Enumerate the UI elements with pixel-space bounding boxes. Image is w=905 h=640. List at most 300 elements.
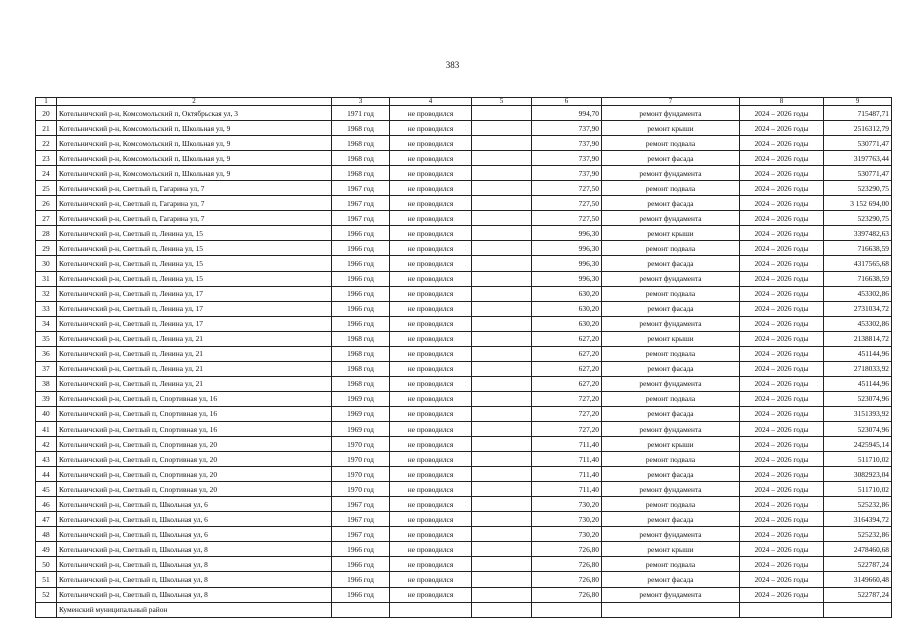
cell-build-year: 1966 год bbox=[332, 286, 390, 301]
cell-address: Котельничский р-н, Комсомольский п, Школьная ул, 9 bbox=[57, 136, 332, 151]
cell-build-year: 1969 год bbox=[332, 406, 390, 421]
cell-address: Котельничский р-н, Светлый п, Школьная ул, 8 bbox=[57, 557, 332, 572]
table-row bbox=[36, 557, 892, 572]
cell-last-repair: не проводился bbox=[390, 346, 472, 361]
cell-last-repair: не проводился bbox=[390, 301, 472, 316]
cell-row-number: 48 bbox=[36, 527, 57, 542]
cell-row-number: 35 bbox=[36, 331, 57, 346]
cell-work-type: ремонт подвала bbox=[602, 557, 740, 572]
cell-work-type: ремонт фундамента bbox=[602, 587, 740, 602]
cell-period: 2024 – 2026 годы bbox=[740, 497, 824, 512]
cell-row-number: 45 bbox=[36, 482, 57, 497]
cell-period: 2024 – 2026 годы bbox=[740, 572, 824, 587]
section-empty-cell bbox=[602, 602, 740, 617]
cell-row-number: 46 bbox=[36, 497, 57, 512]
table-row bbox=[36, 587, 892, 602]
cell-build-year: 1970 год bbox=[332, 437, 390, 452]
cell-build-year: 1967 год bbox=[332, 512, 390, 527]
cell-period: 2024 – 2026 годы bbox=[740, 512, 824, 527]
cell-build-year: 1967 год bbox=[332, 527, 390, 542]
cell-work-type: ремонт подвала bbox=[602, 241, 740, 256]
cell-period: 2024 – 2026 годы bbox=[740, 316, 824, 331]
cell-cost: 3197763,44 bbox=[824, 151, 892, 166]
cell-cost: 2731034,72 bbox=[824, 301, 892, 316]
table-row bbox=[36, 482, 892, 497]
cell-period: 2024 – 2026 годы bbox=[740, 467, 824, 482]
cell-build-year: 1968 год bbox=[332, 361, 390, 376]
table-row bbox=[36, 391, 892, 406]
cell-last-repair: не проводился bbox=[390, 572, 472, 587]
table-row bbox=[36, 331, 892, 346]
table-row bbox=[36, 211, 892, 226]
cell-row-number: 42 bbox=[36, 437, 57, 452]
cell-address: Котельничский р-н, Светлый п, Ленина ул, 17 bbox=[57, 301, 332, 316]
cell-work-type: ремонт фундамента bbox=[602, 211, 740, 226]
cell-col-5 bbox=[472, 572, 532, 587]
cell-area: 627,20 bbox=[532, 331, 602, 346]
cell-row-number: 26 bbox=[36, 196, 57, 211]
section-title: Куменский муниципальный район bbox=[57, 602, 332, 617]
section-row bbox=[36, 602, 892, 617]
cell-address: Котельничский р-н, Светлый п, Ленина ул, 15 bbox=[57, 271, 332, 286]
cell-build-year: 1969 год bbox=[332, 421, 390, 436]
cell-cost: 525232,86 bbox=[824, 527, 892, 542]
cell-cost: 3164394,72 bbox=[824, 512, 892, 527]
cell-last-repair: не проводился bbox=[390, 406, 472, 421]
cell-col-5 bbox=[472, 391, 532, 406]
cell-last-repair: не проводился bbox=[390, 512, 472, 527]
cell-row-number: 28 bbox=[36, 226, 57, 241]
cell-address: Котельничский р-н, Светлый п, Школьная ул, 8 bbox=[57, 587, 332, 602]
header-cell-1: 1 bbox=[36, 98, 57, 106]
cell-address: Котельничский р-н, Светлый п, Спортивная ул, 20 bbox=[57, 437, 332, 452]
cell-last-repair: не проводился bbox=[390, 376, 472, 391]
cell-work-type: ремонт подвала bbox=[602, 391, 740, 406]
cell-area: 996,30 bbox=[532, 226, 602, 241]
cell-area: 727,20 bbox=[532, 406, 602, 421]
cell-work-type: ремонт фасада bbox=[602, 196, 740, 211]
cell-address: Котельничский р-н, Светлый п, Ленина ул, 17 bbox=[57, 286, 332, 301]
cell-last-repair: не проводился bbox=[390, 106, 472, 121]
cell-address: Котельничский р-н, Комсомольский п, Школьная ул, 9 bbox=[57, 166, 332, 181]
cell-area: 630,20 bbox=[532, 316, 602, 331]
cell-cost: 522787,24 bbox=[824, 557, 892, 572]
header-row bbox=[36, 98, 892, 106]
cell-cost: 523074,96 bbox=[824, 421, 892, 436]
header-cell-5: 5 bbox=[472, 98, 532, 106]
cell-build-year: 1966 год bbox=[332, 226, 390, 241]
cell-row-number: 20 bbox=[36, 106, 57, 121]
cell-period: 2024 – 2026 годы bbox=[740, 106, 824, 121]
cell-cost: 2138814,72 bbox=[824, 331, 892, 346]
cell-last-repair: не проводился bbox=[390, 121, 472, 136]
cell-work-type: ремонт подвала bbox=[602, 346, 740, 361]
cell-area: 996,30 bbox=[532, 271, 602, 286]
section-empty-cell bbox=[390, 602, 472, 617]
cell-build-year: 1966 год bbox=[332, 241, 390, 256]
table-row bbox=[36, 572, 892, 587]
cell-last-repair: не проводился bbox=[390, 421, 472, 436]
cell-period: 2024 – 2026 годы bbox=[740, 361, 824, 376]
cell-area: 737,90 bbox=[532, 136, 602, 151]
cell-row-number: 21 bbox=[36, 121, 57, 136]
page-number: 383 bbox=[445, 60, 460, 70]
cell-cost: 453302,86 bbox=[824, 316, 892, 331]
cell-address: Котельничский р-н, Светлый п, Ленина ул, 17 bbox=[57, 316, 332, 331]
cell-period: 2024 – 2026 годы bbox=[740, 346, 824, 361]
table-row bbox=[36, 406, 892, 421]
table-row bbox=[36, 421, 892, 436]
table-row bbox=[36, 181, 892, 196]
cell-period: 2024 – 2026 годы bbox=[740, 452, 824, 467]
header-cell-9: 9 bbox=[824, 98, 892, 106]
cell-work-type: ремонт фасада bbox=[602, 572, 740, 587]
cell-row-number: 31 bbox=[36, 271, 57, 286]
cell-work-type: ремонт крыши bbox=[602, 226, 740, 241]
table-row bbox=[36, 106, 892, 121]
cell-area: 727,50 bbox=[532, 196, 602, 211]
cell-work-type: ремонт подвала bbox=[602, 286, 740, 301]
cell-address: Котельничский р-н, Светлый п, Школьная ул, 6 bbox=[57, 512, 332, 527]
header-cell-3: 3 bbox=[332, 98, 390, 106]
cell-work-type: ремонт фундамента bbox=[602, 482, 740, 497]
cell-period: 2024 – 2026 годы bbox=[740, 286, 824, 301]
cell-cost: 511710,02 bbox=[824, 482, 892, 497]
cell-work-type: ремонт крыши bbox=[602, 331, 740, 346]
cell-row-number: 41 bbox=[36, 421, 57, 436]
cell-build-year: 1967 год bbox=[332, 196, 390, 211]
cell-period: 2024 – 2026 годы bbox=[740, 256, 824, 271]
cell-cost: 530771,47 bbox=[824, 166, 892, 181]
cell-period: 2024 – 2026 годы bbox=[740, 301, 824, 316]
cell-col-5 bbox=[472, 106, 532, 121]
cell-area: 627,20 bbox=[532, 376, 602, 391]
cell-col-5 bbox=[472, 361, 532, 376]
table-row bbox=[36, 256, 892, 271]
cell-last-repair: не проводился bbox=[390, 587, 472, 602]
cell-area: 996,30 bbox=[532, 256, 602, 271]
cell-area: 737,90 bbox=[532, 166, 602, 181]
cell-cost: 2516312,79 bbox=[824, 121, 892, 136]
cell-row-number: 23 bbox=[36, 151, 57, 166]
cell-row-number: 52 bbox=[36, 587, 57, 602]
cell-row-number: 29 bbox=[36, 241, 57, 256]
cell-build-year: 1968 год bbox=[332, 376, 390, 391]
cell-work-type: ремонт фундамента bbox=[602, 421, 740, 436]
cell-row-number: 33 bbox=[36, 301, 57, 316]
cell-address: Котельничский р-н, Светлый п, Спортивная ул, 16 bbox=[57, 421, 332, 436]
cell-work-type: ремонт фасада bbox=[602, 151, 740, 166]
cell-col-5 bbox=[472, 421, 532, 436]
header-cell-8: 8 bbox=[740, 98, 824, 106]
cell-col-5 bbox=[472, 196, 532, 211]
cell-address: Котельничский р-н, Светлый п, Школьная ул, 8 bbox=[57, 572, 332, 587]
cell-area: 727,20 bbox=[532, 421, 602, 436]
cell-col-5 bbox=[472, 301, 532, 316]
cell-row-number: 36 bbox=[36, 346, 57, 361]
cell-build-year: 1966 год bbox=[332, 542, 390, 557]
cell-area: 996,30 bbox=[532, 241, 602, 256]
cell-last-repair: не проводился bbox=[390, 196, 472, 211]
table-row bbox=[36, 301, 892, 316]
table-row bbox=[36, 497, 892, 512]
cell-col-5 bbox=[472, 437, 532, 452]
cell-col-5 bbox=[472, 181, 532, 196]
cell-area: 726,80 bbox=[532, 572, 602, 587]
cell-area: 730,20 bbox=[532, 527, 602, 542]
cell-build-year: 1970 год bbox=[332, 482, 390, 497]
cell-row-number: 39 bbox=[36, 391, 57, 406]
cell-period: 2024 – 2026 годы bbox=[740, 482, 824, 497]
cell-cost: 715487,71 bbox=[824, 106, 892, 121]
cell-address: Котельничский р-н, Комсомольский п, Школьная ул, 9 bbox=[57, 121, 332, 136]
header-cell-4: 4 bbox=[390, 98, 472, 106]
cell-last-repair: не проводился bbox=[390, 361, 472, 376]
cell-row-number: 47 bbox=[36, 512, 57, 527]
cell-build-year: 1968 год bbox=[332, 121, 390, 136]
header-cell-7: 7 bbox=[602, 98, 740, 106]
cell-col-5 bbox=[472, 497, 532, 512]
cell-row-number: 40 bbox=[36, 406, 57, 421]
cell-row-number: 44 bbox=[36, 467, 57, 482]
repair-schedule-table bbox=[35, 97, 892, 618]
cell-address: Котельничский р-н, Комсомольский п, Октябрьская ул, 3 bbox=[57, 106, 332, 121]
cell-period: 2024 – 2026 годы bbox=[740, 196, 824, 211]
cell-col-5 bbox=[472, 136, 532, 151]
cell-address: Котельничский р-н, Светлый п, Ленина ул, 15 bbox=[57, 241, 332, 256]
cell-address: Котельничский р-н, Светлый п, Гагарина ул, 7 bbox=[57, 181, 332, 196]
cell-work-type: ремонт фасада bbox=[602, 361, 740, 376]
cell-last-repair: не проводился bbox=[390, 181, 472, 196]
cell-col-5 bbox=[472, 512, 532, 527]
cell-build-year: 1967 год bbox=[332, 211, 390, 226]
cell-work-type: ремонт крыши bbox=[602, 542, 740, 557]
cell-period: 2024 – 2026 годы bbox=[740, 557, 824, 572]
cell-period: 2024 – 2026 годы bbox=[740, 241, 824, 256]
cell-last-repair: не проводился bbox=[390, 151, 472, 166]
cell-work-type: ремонт подвала bbox=[602, 181, 740, 196]
cell-row-number: 25 bbox=[36, 181, 57, 196]
cell-build-year: 1966 год bbox=[332, 256, 390, 271]
cell-area: 627,20 bbox=[532, 361, 602, 376]
cell-last-repair: не проводился bbox=[390, 437, 472, 452]
cell-period: 2024 – 2026 годы bbox=[740, 421, 824, 436]
cell-period: 2024 – 2026 годы bbox=[740, 391, 824, 406]
cell-address: Котельничский р-н, Светлый п, Спортивная ул, 20 bbox=[57, 482, 332, 497]
cell-cost: 2425945,14 bbox=[824, 437, 892, 452]
cell-last-repair: не проводился bbox=[390, 241, 472, 256]
table-body bbox=[36, 98, 892, 618]
cell-build-year: 1966 год bbox=[332, 587, 390, 602]
cell-col-5 bbox=[472, 542, 532, 557]
cell-area: 711,40 bbox=[532, 482, 602, 497]
table-row bbox=[36, 542, 892, 557]
cell-work-type: ремонт фасада bbox=[602, 467, 740, 482]
cell-address: Котельничский р-н, Светлый п, Ленина ул, 21 bbox=[57, 346, 332, 361]
cell-col-5 bbox=[472, 226, 532, 241]
cell-last-repair: не проводился bbox=[390, 136, 472, 151]
cell-row-number: 37 bbox=[36, 361, 57, 376]
cell-row-number: 51 bbox=[36, 572, 57, 587]
cell-work-type: ремонт фундамента bbox=[602, 271, 740, 286]
table-row bbox=[36, 196, 892, 211]
cell-last-repair: не проводился bbox=[390, 211, 472, 226]
cell-cost: 511710,02 bbox=[824, 452, 892, 467]
cell-address: Котельничский р-н, Светлый п, Ленина ул, 21 bbox=[57, 331, 332, 346]
table-row bbox=[36, 376, 892, 391]
cell-col-5 bbox=[472, 166, 532, 181]
cell-address: Котельничский р-н, Светлый п, Спортивная ул, 20 bbox=[57, 452, 332, 467]
cell-work-type: ремонт фасада bbox=[602, 301, 740, 316]
cell-area: 711,40 bbox=[532, 452, 602, 467]
table-row bbox=[36, 437, 892, 452]
cell-period: 2024 – 2026 годы bbox=[740, 527, 824, 542]
cell-last-repair: не проводился bbox=[390, 286, 472, 301]
cell-col-5 bbox=[472, 527, 532, 542]
cell-address: Котельничский р-н, Светлый п, Спортивная ул, 16 bbox=[57, 391, 332, 406]
cell-col-5 bbox=[472, 452, 532, 467]
table-row bbox=[36, 151, 892, 166]
cell-work-type: ремонт крыши bbox=[602, 437, 740, 452]
header-cell-6: 6 bbox=[532, 98, 602, 106]
cell-col-5 bbox=[472, 557, 532, 572]
cell-last-repair: не проводился bbox=[390, 452, 472, 467]
cell-last-repair: не проводился bbox=[390, 527, 472, 542]
table-row bbox=[36, 241, 892, 256]
cell-col-5 bbox=[472, 211, 532, 226]
cell-area: 727,50 bbox=[532, 181, 602, 196]
cell-period: 2024 – 2026 годы bbox=[740, 376, 824, 391]
cell-period: 2024 – 2026 годы bbox=[740, 166, 824, 181]
cell-last-repair: не проводился bbox=[390, 256, 472, 271]
cell-period: 2024 – 2026 годы bbox=[740, 181, 824, 196]
cell-build-year: 1966 год bbox=[332, 572, 390, 587]
cell-work-type: ремонт фасада bbox=[602, 406, 740, 421]
cell-col-5 bbox=[472, 121, 532, 136]
cell-period: 2024 – 2026 годы bbox=[740, 331, 824, 346]
cell-col-5 bbox=[472, 482, 532, 497]
section-empty-cell bbox=[472, 602, 532, 617]
cell-build-year: 1968 год bbox=[332, 346, 390, 361]
cell-address: Котельничский р-н, Светлый п, Школьная ул, 6 bbox=[57, 527, 332, 542]
cell-cost: 716638,59 bbox=[824, 241, 892, 256]
cell-col-5 bbox=[472, 271, 532, 286]
cell-period: 2024 – 2026 годы bbox=[740, 587, 824, 602]
cell-cost: 522787,24 bbox=[824, 587, 892, 602]
cell-area: 730,20 bbox=[532, 497, 602, 512]
cell-work-type: ремонт крыши bbox=[602, 121, 740, 136]
cell-cost: 523290,75 bbox=[824, 181, 892, 196]
cell-col-5 bbox=[472, 316, 532, 331]
cell-period: 2024 – 2026 годы bbox=[740, 211, 824, 226]
cell-build-year: 1968 год bbox=[332, 331, 390, 346]
cell-cost: 530771,47 bbox=[824, 136, 892, 151]
cell-row-number: 32 bbox=[36, 286, 57, 301]
section-empty-cell bbox=[532, 602, 602, 617]
cell-cost: 716638,59 bbox=[824, 271, 892, 286]
cell-col-5 bbox=[472, 467, 532, 482]
cell-col-5 bbox=[472, 241, 532, 256]
cell-cost: 3151393,92 bbox=[824, 406, 892, 421]
cell-row-number: 49 bbox=[36, 542, 57, 557]
cell-area: 711,40 bbox=[532, 437, 602, 452]
cell-last-repair: не проводился bbox=[390, 316, 472, 331]
cell-area: 726,80 bbox=[532, 542, 602, 557]
cell-build-year: 1970 год bbox=[332, 452, 390, 467]
cell-address: Котельничский р-н, Светлый п, Гагарина ул, 7 bbox=[57, 211, 332, 226]
cell-col-5 bbox=[472, 587, 532, 602]
cell-row-number: 50 bbox=[36, 557, 57, 572]
cell-period: 2024 – 2026 годы bbox=[740, 136, 824, 151]
cell-cost: 453302,86 bbox=[824, 286, 892, 301]
cell-cost: 3 152 694,00 bbox=[824, 196, 892, 211]
table-row bbox=[36, 346, 892, 361]
section-empty-cell bbox=[332, 602, 390, 617]
table-row bbox=[36, 286, 892, 301]
cell-build-year: 1968 год bbox=[332, 151, 390, 166]
cell-col-5 bbox=[472, 331, 532, 346]
cell-col-5 bbox=[472, 376, 532, 391]
table-row bbox=[36, 512, 892, 527]
cell-last-repair: не проводился bbox=[390, 391, 472, 406]
cell-area: 737,90 bbox=[532, 151, 602, 166]
cell-work-type: ремонт подвала bbox=[602, 136, 740, 151]
cell-work-type: ремонт подвала bbox=[602, 497, 740, 512]
cell-row-number: 43 bbox=[36, 452, 57, 467]
cell-area: 727,20 bbox=[532, 391, 602, 406]
header-cell-2: 2 bbox=[57, 98, 332, 106]
table-row bbox=[36, 226, 892, 241]
cell-address: Котельничский р-н, Светлый п, Школьная ул, 6 bbox=[57, 497, 332, 512]
cell-period: 2024 – 2026 годы bbox=[740, 271, 824, 286]
cell-period: 2024 – 2026 годы bbox=[740, 542, 824, 557]
cell-last-repair: не проводился bbox=[390, 542, 472, 557]
cell-col-5 bbox=[472, 151, 532, 166]
cell-build-year: 1967 год bbox=[332, 181, 390, 196]
cell-period: 2024 – 2026 годы bbox=[740, 151, 824, 166]
cell-cost: 3082923,04 bbox=[824, 467, 892, 482]
cell-build-year: 1966 год bbox=[332, 557, 390, 572]
cell-cost: 525232,86 bbox=[824, 497, 892, 512]
table-row bbox=[36, 467, 892, 482]
table-row bbox=[36, 527, 892, 542]
cell-row-number: 27 bbox=[36, 211, 57, 226]
table-row bbox=[36, 361, 892, 376]
cell-build-year: 1966 год bbox=[332, 301, 390, 316]
cell-address: Котельничский р-н, Светлый п, Школьная ул, 8 bbox=[57, 542, 332, 557]
cell-area: 737,90 bbox=[532, 121, 602, 136]
cell-work-type: ремонт фундамента bbox=[602, 316, 740, 331]
cell-last-repair: не проводился bbox=[390, 166, 472, 181]
cell-area: 730,20 bbox=[532, 512, 602, 527]
cell-address: Котельничский р-н, Светлый п, Ленина ул, 15 bbox=[57, 256, 332, 271]
cell-row-number: 24 bbox=[36, 166, 57, 181]
cell-work-type: ремонт фундамента bbox=[602, 527, 740, 542]
cell-period: 2024 – 2026 годы bbox=[740, 121, 824, 136]
cell-build-year: 1970 год bbox=[332, 467, 390, 482]
cell-work-type: ремонт фундамента bbox=[602, 106, 740, 121]
cell-last-repair: не проводился bbox=[390, 467, 472, 482]
cell-area: 630,20 bbox=[532, 301, 602, 316]
cell-work-type: ремонт подвала bbox=[602, 452, 740, 467]
cell-build-year: 1966 год bbox=[332, 316, 390, 331]
cell-build-year: 1971 год bbox=[332, 106, 390, 121]
cell-period: 2024 – 2026 годы bbox=[740, 406, 824, 421]
cell-cost: 3149660,48 bbox=[824, 572, 892, 587]
cell-address: Котельничский р-н, Светлый п, Гагарина ул, 7 bbox=[57, 196, 332, 211]
cell-address: Котельничский р-н, Светлый п, Ленина ул, 21 bbox=[57, 361, 332, 376]
cell-col-5 bbox=[472, 346, 532, 361]
